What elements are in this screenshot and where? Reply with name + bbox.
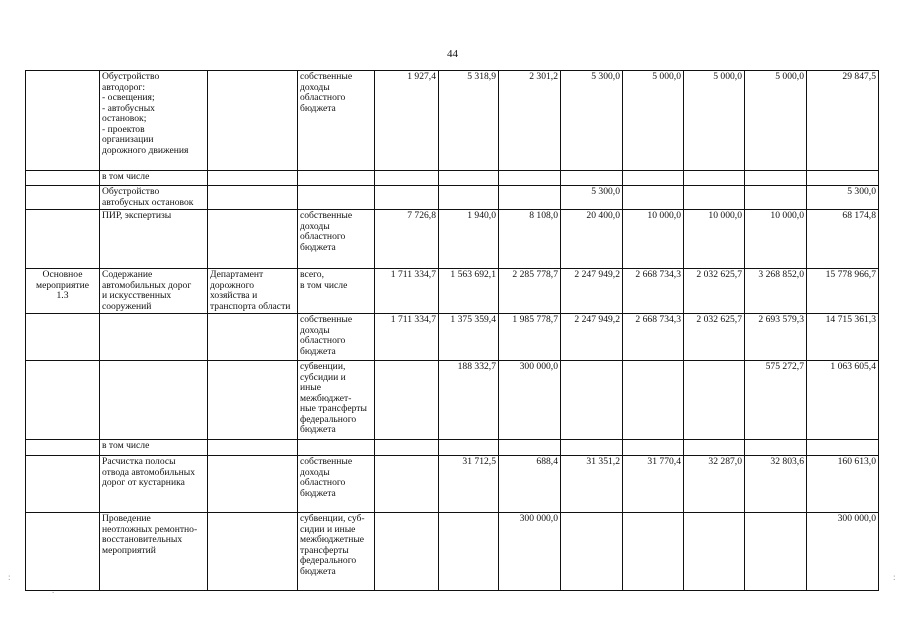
executor-cell xyxy=(208,513,298,591)
year-value-cell: 2 247 949,2 xyxy=(561,269,623,314)
total-value-cell: 160 613,0 xyxy=(807,456,879,513)
year-value-cell xyxy=(623,361,684,440)
measure-code-cell xyxy=(26,440,100,456)
executor-cell xyxy=(208,269,298,314)
year-value-cell xyxy=(561,361,623,440)
year-value-cell xyxy=(745,171,807,186)
year-value-cell xyxy=(745,513,807,591)
year-value-cell: 32 287,0 xyxy=(684,456,745,513)
year-value-cell: 1 711 334,7 xyxy=(375,314,439,361)
executor-text: Департамент дорожного хозяйства и транспорта области xyxy=(210,269,291,312)
measure-code-cell xyxy=(26,186,100,210)
measure-name-cell xyxy=(100,269,208,314)
total-value-cell: 15 778 966,7 xyxy=(807,269,879,314)
table-row xyxy=(26,513,879,591)
measure-name-cell xyxy=(100,513,208,591)
table-row xyxy=(26,456,879,513)
table-row xyxy=(26,361,879,440)
year-value-cell xyxy=(745,440,807,456)
year-value-cell: 2 301,2 xyxy=(499,71,561,171)
measure-name-text: в том числе xyxy=(102,171,150,182)
measure-code-cell xyxy=(26,361,100,440)
total-value-cell: 14 715 361,3 xyxy=(807,314,879,361)
year-value-cell xyxy=(499,186,561,210)
year-value-cell xyxy=(499,440,561,456)
table-row xyxy=(26,186,879,210)
year-value-cell: 5 000,0 xyxy=(684,71,745,171)
year-value-cell xyxy=(439,440,499,456)
funding-source-cell xyxy=(298,513,375,591)
scan-edge-mark-right: : xyxy=(893,572,896,582)
executor-cell xyxy=(208,171,298,186)
measure-name-cell xyxy=(100,456,208,513)
year-value-cell xyxy=(375,186,439,210)
year-value-cell xyxy=(684,440,745,456)
year-value-cell: 2 032 625,7 xyxy=(684,314,745,361)
measure-name-cell xyxy=(100,71,208,171)
measure-name-text: Обустройство автобусных остановок xyxy=(102,186,194,208)
measure-name-cell xyxy=(100,171,208,186)
measure-code-cell xyxy=(26,513,100,591)
year-value-cell: 31 351,2 xyxy=(561,456,623,513)
year-value-cell: 2 693 579,3 xyxy=(745,314,807,361)
total-value-cell: 29 847,5 xyxy=(807,71,879,171)
table-row xyxy=(26,71,879,171)
measure-name-cell xyxy=(100,440,208,456)
year-value-cell: 7 726,8 xyxy=(375,210,439,269)
year-value-cell: 300 000,0 xyxy=(499,361,561,440)
measure-code-cell xyxy=(26,71,100,171)
funding-source-cell xyxy=(298,171,375,186)
funding-source-text: субвенции, субсидии и иные межбюджет- ные трансферты федерального бюджета xyxy=(300,361,367,435)
executor-cell xyxy=(208,361,298,440)
measure-name-text: Проведение неотложных ремонтно- восстановительных мероприятий xyxy=(102,513,198,556)
year-value-cell: 5 000,0 xyxy=(623,71,684,171)
year-value-cell: 10 000,0 xyxy=(623,210,684,269)
page-number: 44 xyxy=(447,48,458,60)
year-value-cell: 31 770,4 xyxy=(623,456,684,513)
year-value-cell: 5 318,9 xyxy=(439,71,499,171)
funding-source-cell xyxy=(298,269,375,314)
year-value-cell xyxy=(375,513,439,591)
funding-source-text: собственные доходы областного бюджета xyxy=(300,456,353,499)
funding-source-cell xyxy=(298,71,375,171)
year-value-cell xyxy=(623,171,684,186)
measure-name-text: ПИР, экспертизы xyxy=(102,210,172,221)
funding-source-text: субвенции, суб- сидии и иные межбюджетные трансферты федерального бюджета xyxy=(300,513,365,577)
year-value-cell xyxy=(623,440,684,456)
year-value-cell xyxy=(439,513,499,591)
measure-name-cell xyxy=(100,314,208,361)
year-value-cell xyxy=(684,361,745,440)
scan-edge-mark-bottom: . xyxy=(52,585,55,595)
funding-source-text: собственные доходы областного бюджета xyxy=(300,314,353,357)
year-value-cell xyxy=(439,186,499,210)
year-value-cell xyxy=(684,186,745,210)
year-value-cell: 20 400,0 xyxy=(561,210,623,269)
total-value-cell xyxy=(807,171,879,186)
measure-code-text: Основное мероприятие 1.3 xyxy=(36,269,89,301)
year-value-cell xyxy=(684,171,745,186)
funding-source-cell xyxy=(298,440,375,456)
measure-code-cell xyxy=(26,314,100,361)
year-value-cell: 1 563 692,1 xyxy=(439,269,499,314)
year-value-cell: 575 272,7 xyxy=(745,361,807,440)
year-value-cell: 5 300,0 xyxy=(561,71,623,171)
year-value-cell: 188 332,7 xyxy=(439,361,499,440)
scan-edge-mark-left: : xyxy=(8,572,11,582)
year-value-cell: 1 985 778,7 xyxy=(499,314,561,361)
year-value-cell xyxy=(439,171,499,186)
executor-cell xyxy=(208,456,298,513)
funding-source-text: собственные доходы областного бюджета xyxy=(300,210,353,253)
year-value-cell: 300 000,0 xyxy=(499,513,561,591)
total-value-cell: 68 174,8 xyxy=(807,210,879,269)
funding-source-cell xyxy=(298,186,375,210)
table-row xyxy=(26,171,879,186)
year-value-cell xyxy=(375,456,439,513)
year-value-cell xyxy=(623,513,684,591)
funding-source-text: собственные доходы областного бюджета xyxy=(300,71,353,114)
measure-name-cell xyxy=(100,361,208,440)
year-value-cell xyxy=(499,171,561,186)
measure-name-text: Содержание автомобильных дорог и искусственных сооружений xyxy=(102,269,192,312)
funding-source-cell xyxy=(298,456,375,513)
year-value-cell xyxy=(375,171,439,186)
measure-name-cell xyxy=(100,186,208,210)
measure-name-text: Расчистка полосы отвода автомобильных дорог от кустарника xyxy=(102,456,196,488)
table-row xyxy=(26,269,879,314)
executor-cell xyxy=(208,314,298,361)
executor-cell xyxy=(208,71,298,171)
measure-name-cell xyxy=(100,210,208,269)
funding-source-cell xyxy=(298,361,375,440)
year-value-cell: 2 032 625,7 xyxy=(684,269,745,314)
total-value-cell: 1 063 605,4 xyxy=(807,361,879,440)
measure-code-cell xyxy=(26,210,100,269)
funding-source-cell xyxy=(298,210,375,269)
measure-name-text: в том числе xyxy=(102,440,150,451)
year-value-cell: 1 375 359,4 xyxy=(439,314,499,361)
total-value-cell: 5 300,0 xyxy=(807,186,879,210)
year-value-cell xyxy=(375,361,439,440)
year-value-cell: 2 668 734,3 xyxy=(623,314,684,361)
year-value-cell xyxy=(684,513,745,591)
total-value-cell xyxy=(807,440,879,456)
executor-cell xyxy=(208,186,298,210)
year-value-cell: 31 712,5 xyxy=(439,456,499,513)
executor-cell xyxy=(208,210,298,269)
year-value-cell xyxy=(561,171,623,186)
year-value-cell: 5 300,0 xyxy=(561,186,623,210)
measure-code-cell xyxy=(26,269,100,314)
year-value-cell: 2 247 949,2 xyxy=(561,314,623,361)
year-value-cell: 1 940,0 xyxy=(439,210,499,269)
funding-source-cell xyxy=(298,314,375,361)
year-value-cell: 2 285 778,7 xyxy=(499,269,561,314)
year-value-cell: 1 711 334,7 xyxy=(375,269,439,314)
year-value-cell: 2 668 734,3 xyxy=(623,269,684,314)
year-value-cell: 10 000,0 xyxy=(684,210,745,269)
measure-code-cell xyxy=(26,171,100,186)
executor-cell xyxy=(208,440,298,456)
year-value-cell: 5 000,0 xyxy=(745,71,807,171)
year-value-cell: 3 268 852,0 xyxy=(745,269,807,314)
year-value-cell xyxy=(561,440,623,456)
year-value-cell xyxy=(745,186,807,210)
year-value-cell xyxy=(375,440,439,456)
table-row xyxy=(26,314,879,361)
total-value-cell: 300 000,0 xyxy=(807,513,879,591)
measure-code-cell xyxy=(26,456,100,513)
year-value-cell xyxy=(623,186,684,210)
measure-name-text: Обустройство автодорог: - освещения; - автобусных остановок; - проектов организации дорожного движения xyxy=(102,71,189,156)
year-value-cell: 10 000,0 xyxy=(745,210,807,269)
budget-table xyxy=(25,70,879,591)
funding-source-text: всего, в том числе xyxy=(300,269,348,291)
year-value-cell: 32 803,6 xyxy=(745,456,807,513)
table-row xyxy=(26,210,879,269)
year-value-cell: 1 927,4 xyxy=(375,71,439,171)
year-value-cell: 688,4 xyxy=(499,456,561,513)
year-value-cell: 8 108,0 xyxy=(499,210,561,269)
year-value-cell xyxy=(561,513,623,591)
table-row xyxy=(26,440,879,456)
